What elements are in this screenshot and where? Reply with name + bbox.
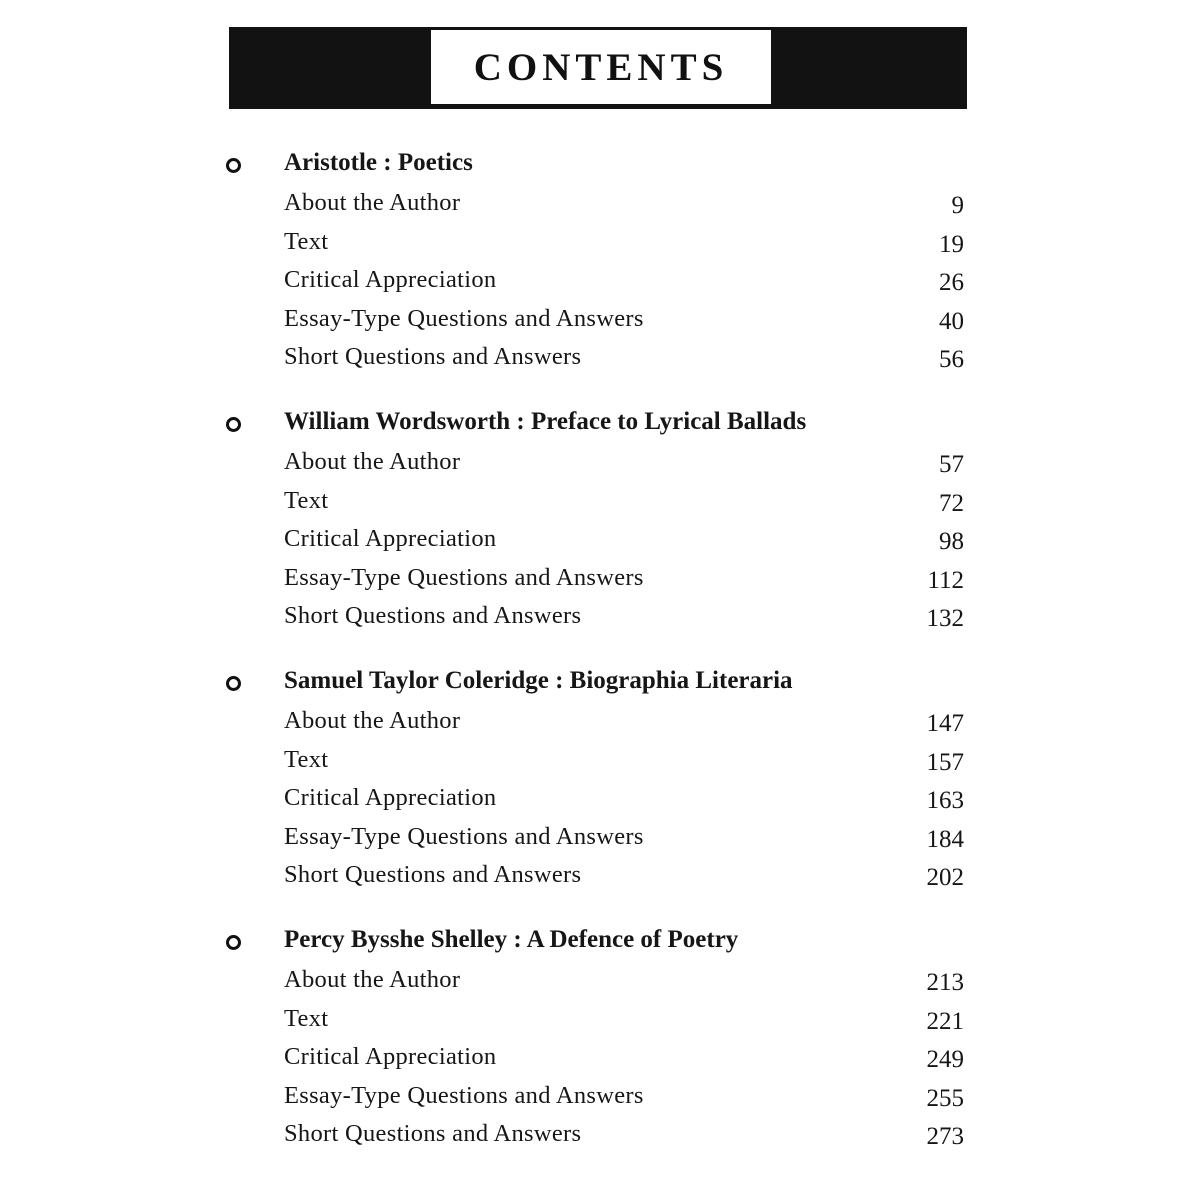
entry-page-number: 202 bbox=[926, 864, 964, 891]
entry-label: Text bbox=[284, 745, 329, 773]
entry-page-number: 255 bbox=[926, 1084, 964, 1112]
toc-entry bbox=[226, 1080, 968, 1119]
entry-label: Essay-Type Questions and Answers bbox=[284, 563, 644, 591]
entry-label: About the Author bbox=[284, 448, 461, 475]
entry-label: About the Author bbox=[284, 966, 461, 993]
toc-entry bbox=[226, 600, 968, 639]
entry-label: Essay-Type Questions and Answers bbox=[284, 822, 644, 850]
section-title: Aristotle : Poetics bbox=[284, 149, 473, 176]
toc-entry bbox=[226, 1041, 968, 1080]
entry-label: About the Author bbox=[284, 707, 461, 734]
entry-page-number: 132 bbox=[926, 605, 964, 632]
entry-label: Critical Appreciation bbox=[284, 784, 497, 811]
toc-entry bbox=[226, 1118, 968, 1157]
section-title: Percy Bysshe Shelley : A Defence of Poetry bbox=[284, 926, 739, 953]
section-heading bbox=[226, 408, 968, 446]
entry-page-number: 56 bbox=[939, 346, 964, 373]
entry-page-number: 72 bbox=[939, 489, 964, 517]
entry-page-number: 163 bbox=[926, 787, 964, 814]
toc-section-wordsworth bbox=[226, 408, 968, 639]
circle-bullet-icon bbox=[226, 935, 241, 950]
toc-entry bbox=[226, 964, 968, 1003]
toc-entry bbox=[226, 303, 968, 342]
toc-section-aristotle bbox=[226, 149, 968, 380]
toc-entry bbox=[226, 744, 968, 783]
section-heading bbox=[226, 926, 968, 964]
toc-entry bbox=[226, 705, 968, 744]
entry-page-number: 26 bbox=[939, 269, 964, 296]
toc-entry bbox=[226, 264, 968, 303]
entry-label: Critical Appreciation bbox=[284, 266, 497, 293]
entry-label: Text bbox=[284, 486, 329, 514]
entry-page-number: 19 bbox=[939, 230, 964, 258]
entry-label: Critical Appreciation bbox=[284, 525, 497, 552]
toc-section-shelley bbox=[226, 926, 968, 1157]
header-box bbox=[429, 28, 773, 106]
entry-label: Short Questions and Answers bbox=[284, 602, 582, 629]
entry-page-number: 112 bbox=[927, 566, 964, 594]
entry-page-number: 249 bbox=[926, 1046, 964, 1073]
entry-page-number: 184 bbox=[926, 825, 964, 853]
entry-page-number: 57 bbox=[939, 451, 964, 478]
entry-label: Text bbox=[284, 227, 329, 255]
circle-bullet-icon bbox=[226, 676, 241, 691]
toc-entry bbox=[226, 187, 968, 226]
entry-page-number: 273 bbox=[926, 1123, 964, 1150]
circle-bullet-icon bbox=[226, 158, 241, 173]
toc-entry bbox=[226, 821, 968, 860]
entry-label: Essay-Type Questions and Answers bbox=[284, 1081, 644, 1109]
toc-section-coleridge bbox=[226, 667, 968, 898]
section-heading bbox=[226, 149, 968, 187]
entry-label: About the Author bbox=[284, 189, 461, 216]
toc-entry bbox=[226, 859, 968, 898]
entry-page-number: 221 bbox=[926, 1007, 964, 1035]
entry-label: Short Questions and Answers bbox=[284, 1120, 582, 1147]
toc-entry bbox=[226, 523, 968, 562]
toc-entry bbox=[226, 562, 968, 601]
circle-bullet-icon bbox=[226, 417, 241, 432]
section-heading bbox=[226, 667, 968, 705]
entry-page-number: 40 bbox=[939, 307, 964, 335]
toc-entry bbox=[226, 226, 968, 265]
section-title: Samuel Taylor Coleridge : Biographia Literaria bbox=[284, 667, 793, 694]
entry-page-number: 98 bbox=[939, 528, 964, 555]
entry-page-number: 9 bbox=[951, 192, 964, 219]
toc-entry bbox=[226, 782, 968, 821]
entry-page-number: 157 bbox=[926, 748, 964, 776]
toc-entry bbox=[226, 1003, 968, 1042]
toc-entry bbox=[226, 341, 968, 380]
entry-label: Critical Appreciation bbox=[284, 1043, 497, 1070]
entry-label: Short Questions and Answers bbox=[284, 861, 582, 888]
page-title: CONTENTS bbox=[473, 45, 729, 89]
entry-label: Text bbox=[284, 1004, 329, 1032]
entry-label: Essay-Type Questions and Answers bbox=[284, 304, 644, 332]
entry-page-number: 213 bbox=[926, 969, 964, 996]
toc-entry bbox=[226, 446, 968, 485]
section-title: William Wordsworth : Preface to Lyrical Ballads bbox=[284, 408, 807, 435]
toc-entry bbox=[226, 485, 968, 524]
entry-label: Short Questions and Answers bbox=[284, 343, 582, 370]
entry-page-number: 147 bbox=[926, 710, 964, 737]
